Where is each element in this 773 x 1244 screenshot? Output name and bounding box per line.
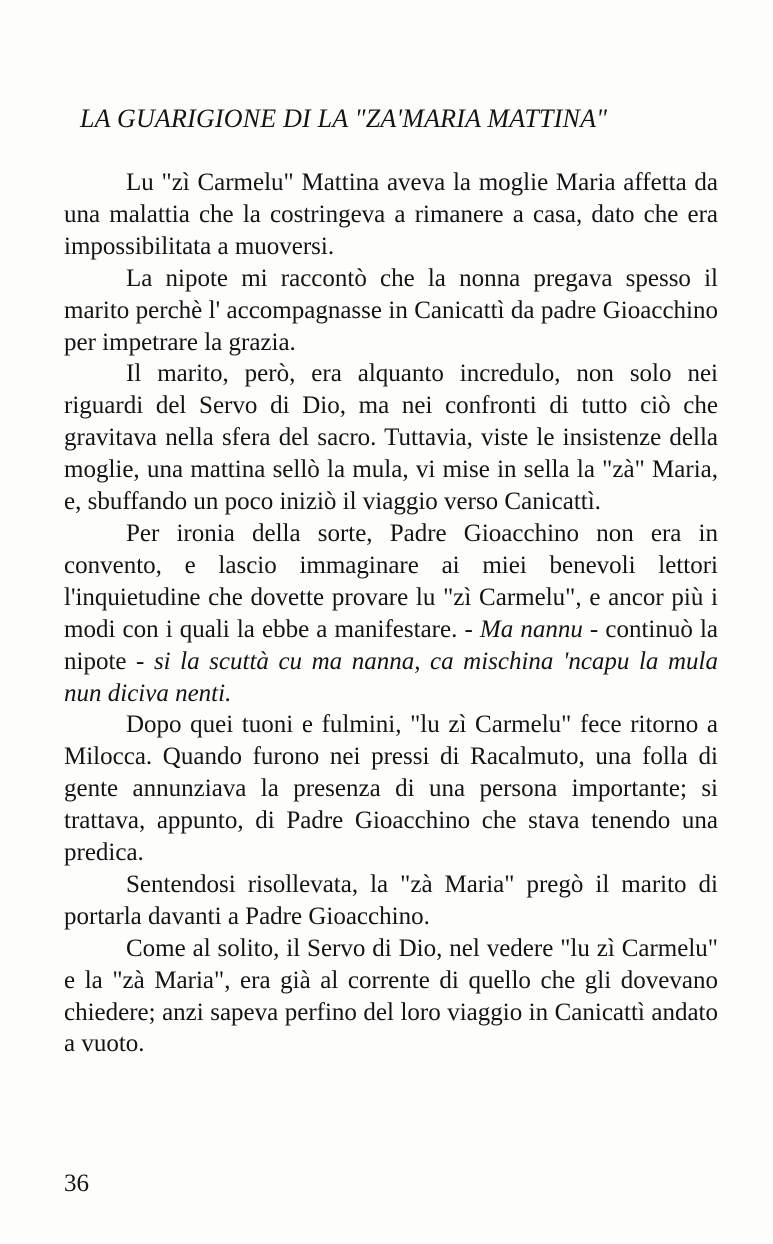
dialect-quote-1: Ma nannu xyxy=(479,615,583,643)
paragraph-6: Sentendosi risollevata, la "zà Maria" pregò il marito di portarla davanti a Padre Gioacchino. xyxy=(64,870,718,930)
dialect-quote-2: si la scuttà cu ma nanna, ca mischina 'ncapu la mula nun diciva nenti. xyxy=(64,647,718,707)
page-number: 36 xyxy=(64,1170,89,1197)
paragraph-4-mid: - continuò la nipote - xyxy=(64,615,719,675)
paragraph-4-text: Per ironia della sorte, Padre Gioacchino non era in convento, e lascio immaginare ai miei benevoli lettori l'inquietudine che dovette provare lu "zì Carmelu", e ancor più i modi con i quali la ebbe a manifestare. - xyxy=(64,519,718,643)
chapter-title: LA GUARIGIONE DI LA "ZA'MARIA MATTINA" xyxy=(80,104,608,133)
paragraph-5: Dopo quei tuoni e fulmini, "lu zì Carmelu" fece ritorno a Milocca. Quando furono nei pressi di Racalmuto, una folla di gente annunziava la presenza di una persona importante; si trattava, appunto, di Padre Gioacchino che stava tenendo una predica. xyxy=(64,711,718,867)
paragraph-4 xyxy=(64,518,718,709)
paragraph-1: Lu "zì Carmelu" Mattina aveva la moglie Maria affetta da una malattia che la costringeva a rimanere a casa, dato che era impossibilitata a muoversi. xyxy=(64,169,718,260)
paragraph-2: La nipote mi raccontò che la nonna pregava spesso il marito perchè l' accompagnasse in Canicattì da padre Gioacchino per impetrare la grazia. xyxy=(64,264,718,356)
paragraph-3: Il marito, però, era alquanto incredulo, non solo nei riguardi del Servo di Dio, ma nei confronti di tutto ciò che gravitava nella sfera del sacro. Tuttavia, viste le insistenze della moglie, una mattina sellò la mula, vi mise in sella la "zà" Maria, e, sbuffando un poco iniziò il viaggio verso Canicattì. xyxy=(64,360,718,516)
paragraph-7: Come al solito, il Servo di Dio, nel vedere "lu zì Carmelu" e la "zà Maria", era già al corrente di quello che gli dovevano chiedere; anzi sapeva perfino del loro viaggio in Canicattì andato a vuoto. xyxy=(64,934,718,1058)
body-text xyxy=(64,167,718,1060)
